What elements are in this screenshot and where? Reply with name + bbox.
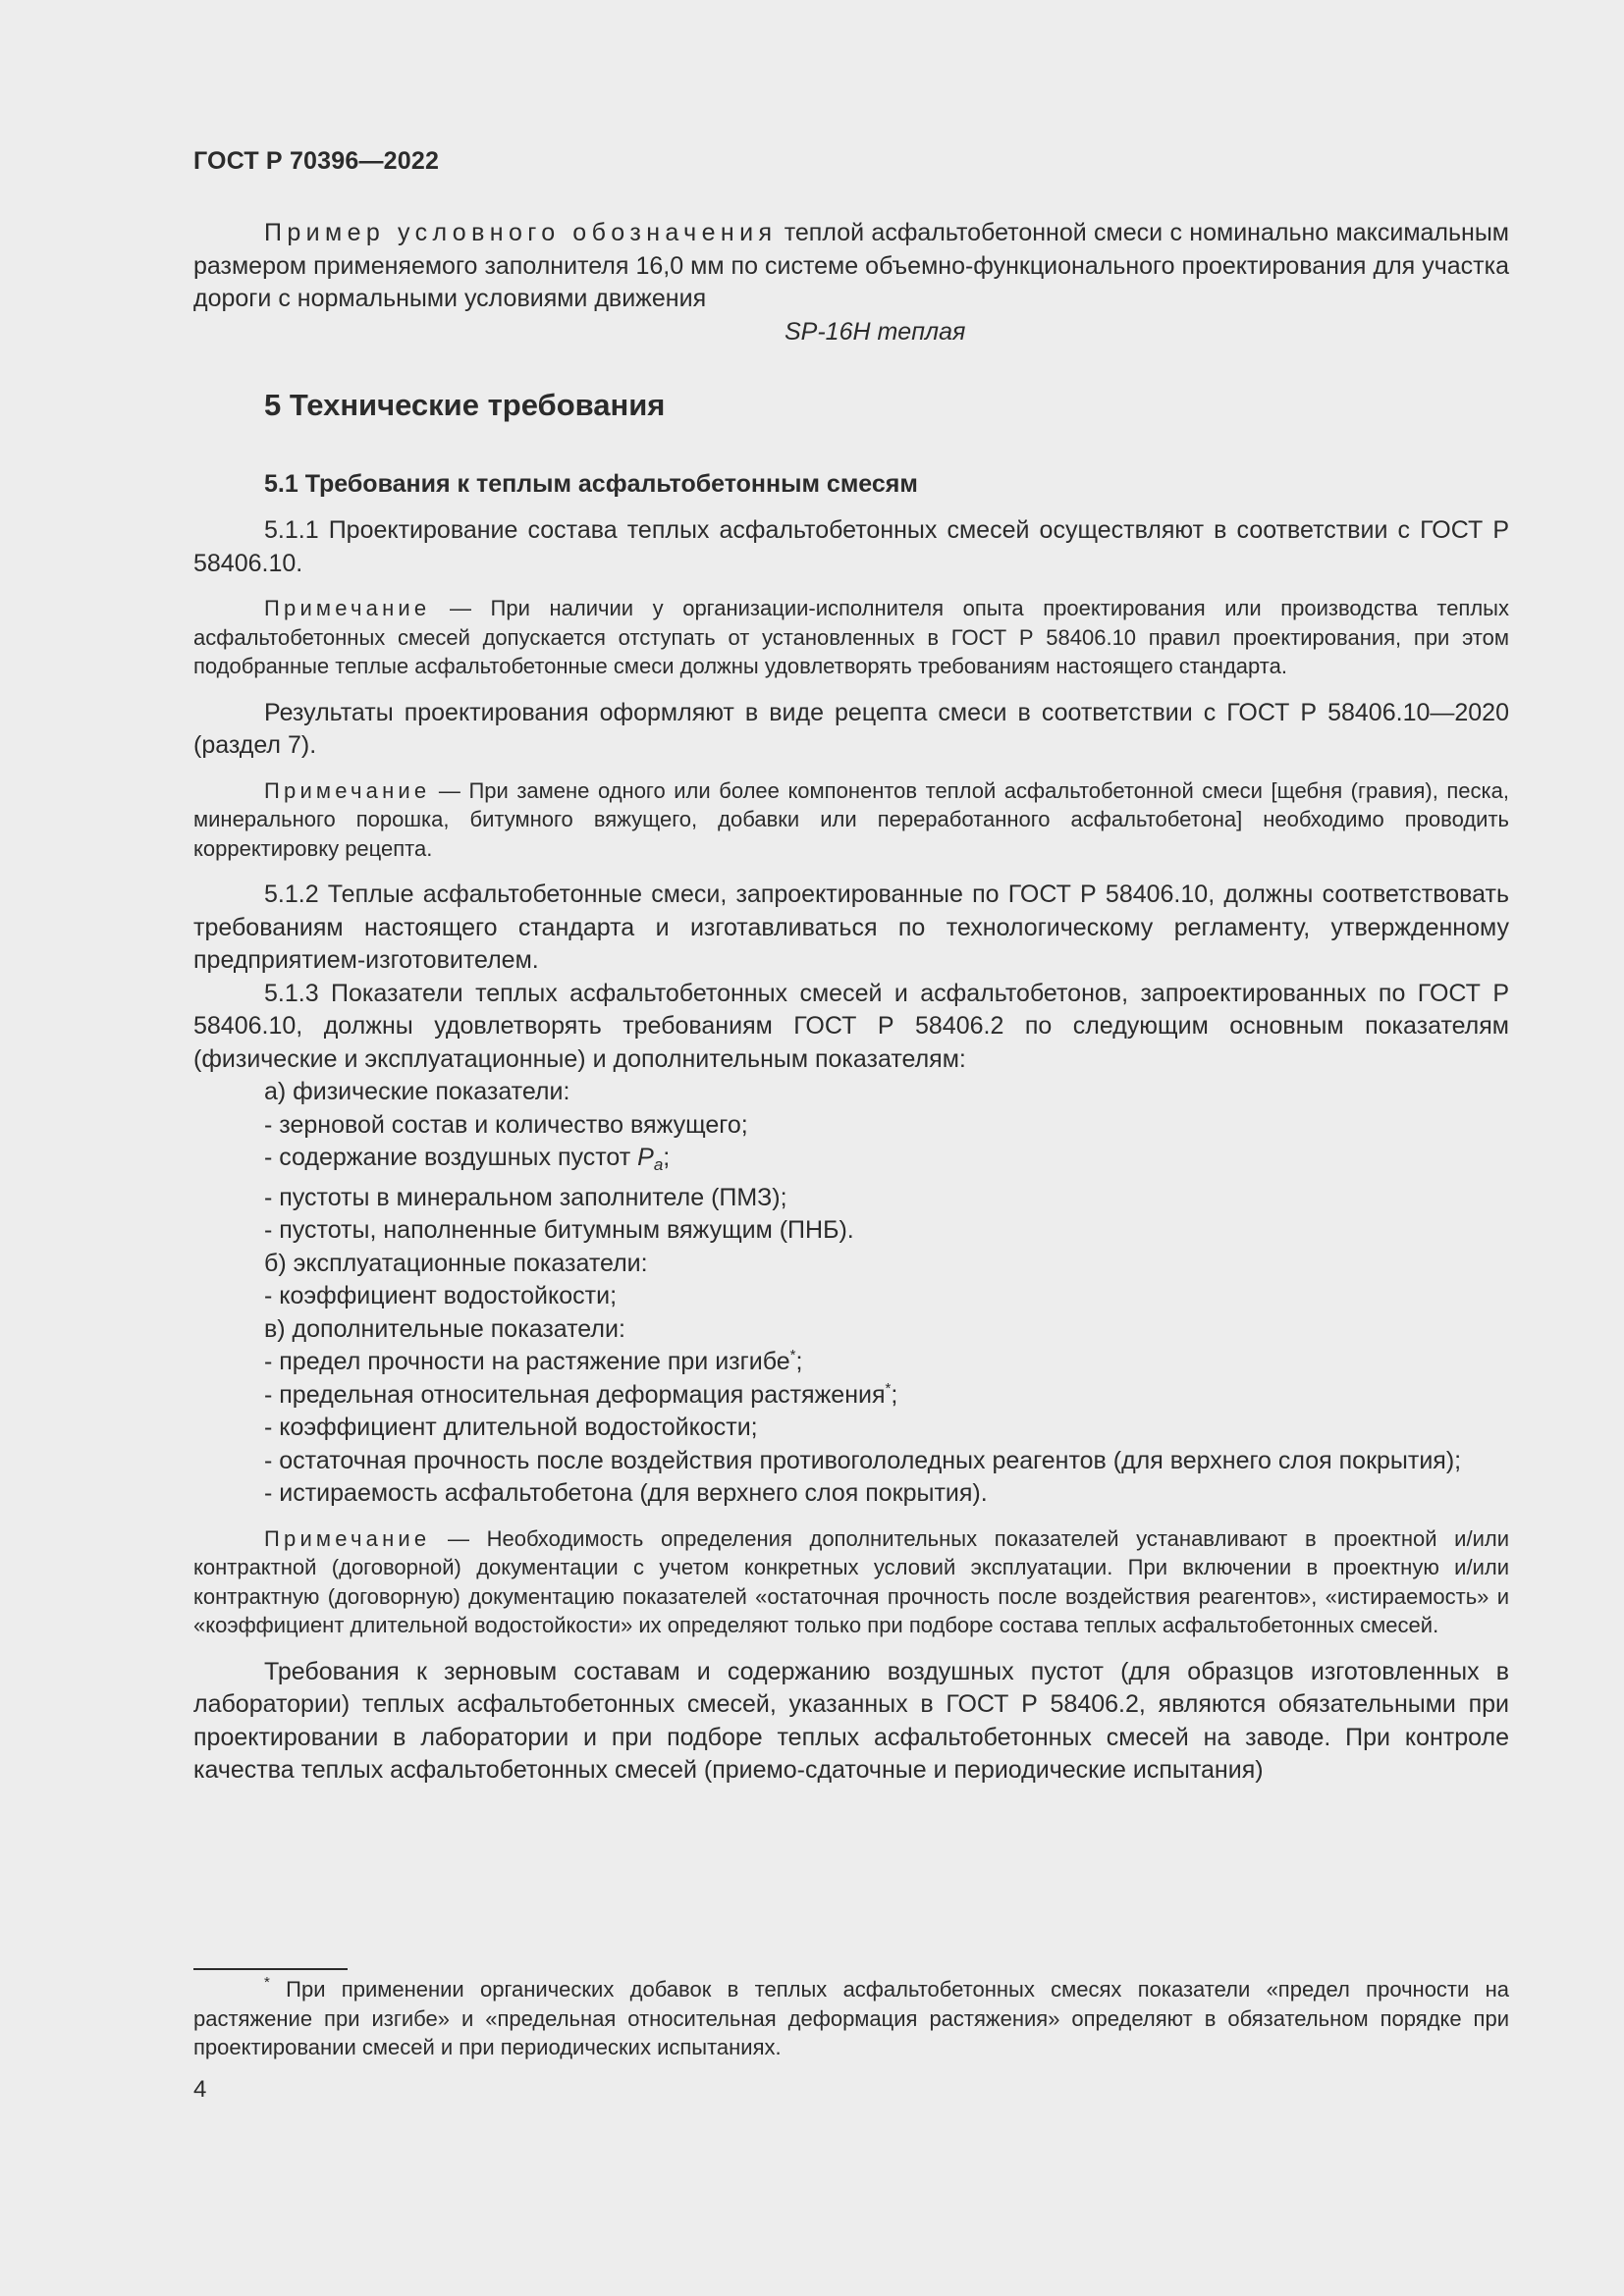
list-item-a: а) физические показатели: [264,1078,570,1105]
list-item-a3: - пустоты в минеральном заполнителе (ПМЗ); [264,1183,787,1211]
air-voids-symbol: P [637,1144,654,1171]
list-item-b: б) эксплуатационные показатели: [264,1249,648,1277]
list-item-c2-end: ; [891,1380,898,1409]
paragraph-final: Требования к зерновым составам и содержанию воздушных пустот (для образцов изготовленных в лаборатории) теплых асфальтобетонных смесей, указанных в ГОСТ Р 58406.2, являются обязательными при проектировании в лаборатории и при подборе теплых асфальтобетонных смесей на заводе. При контроле качества теплых асфальтобетонных смесей (приемо-сдаточные и периодические испытания) [193,1657,1509,1784]
footnote-ref-2: * [885,1379,892,1397]
document-header: ГОСТ Р 70396—2022 [193,147,440,175]
example-designation: SP-16H теплая [785,317,966,346]
list-item-c5: - истираемость асфальтобетона (для верхнего слоя покрытия). [264,1479,988,1507]
list-item-a1: - зерновой состав и количество вяжущего; [264,1110,748,1139]
footnote-text: При применении органических добавок в теплых асфальтобетонных смесях показатели «предел прочности на растяжение при изгибе» и «предельная относительная деформация растяжения» определяют в обязательном порядке при проектировании смесей и при периодических испытаниях. [193,1977,1509,2059]
list-item-a4: - пустоты, наполненные битумным вяжущим (ПНБ). [264,1216,854,1244]
list-item-c1-text: - предел прочности на растяжение при изгибе [264,1348,790,1375]
list-item-a2 [193,1142,1509,1182]
note-1 [193,594,1509,681]
list-item-c: в) дополнительные показатели: [264,1314,625,1343]
list-item-c3: - коэффициент длительной водостойкости; [264,1414,758,1441]
note-2-label: Примечание [264,777,431,803]
note-3-text: — Необходимость определения дополнительных показателей устанавливают в проектной и/или контрактной (договорной) документации с учетом конкретных условий эксплуатации. При включении в проектную и/или контрактную (договорную) документацию показателей «остаточная прочность после воздействия реагентов», «истираемость» и «коэффициент длительной водостойкости» их определяют только при подборе состава теплых асфальтобетонных смесей. [193,1525,1509,1637]
paragraph-5-1-3: 5.1.3 Показатели теплых асфальтобетонных смесей и асфальтобетонов, запроектированных по ГОСТ Р 58406.10, должны удовлетворять требованиям ГОСТ Р 58406.2 по следующим основным показателям (физические и эксплуатационные) и дополнительным показателям: [193,979,1509,1073]
paragraph-results: Результаты проектирования оформляют в виде рецепта смеси в соответствии с ГОСТ Р 58406.10—2020 (раздел 7). [193,698,1509,759]
subsection-title: 5.1 Требования к теплым асфальтобетонным смесям [264,470,918,498]
note-1-label: Примечание [264,596,431,620]
paragraph-5-1-2: 5.1.2 Теплые асфальтобетонные смеси, запроектированные по ГОСТ Р 58406.10, должны соответствовать требованиям настоящего стандарта и изготавливаться по технологическому регламенту, утвержденному предприятием-изготовителем. [193,881,1509,974]
page-content [193,147,1509,1788]
section-title: 5 Технические требования [264,388,666,422]
footnote-ref-1: * [789,1347,796,1363]
paragraph-5-1-1: 5.1.1 Проектирование состава теплых асфальтобетонных смесей осуществляют в соответствии с ГОСТ Р 58406.10. [193,516,1509,577]
note-2 [193,776,1509,864]
note-2-text: — При замене одного или более компонентов теплой асфальтобетонной смеси [щебня (гравия), песка, минерального порошка, битумного вяжущего, добавки или переработанного асфальтобетона] необходимо проводить корректировку рецепта. [193,777,1509,861]
footnote-divider [193,1968,348,1970]
list-item-b1: - коэффициент водостойкости; [264,1282,618,1309]
list-item-a2-text: - содержание воздушных пустот [264,1144,638,1171]
page-number: 4 [193,2076,207,2103]
footnote [193,1975,1509,2062]
list-item-c4: - остаточная прочность после воздействия противогололедных реагентов (для верхнего слоя покрытия); [264,1446,1462,1474]
note-3-label: Примечание [264,1525,431,1551]
list-item-c2-text: - предельная относительная деформация растяжения [264,1380,886,1409]
list-item-c2 [193,1379,1509,1413]
list-item-a2-end: ; [663,1144,671,1171]
note-1-text: — При наличии у организации-исполнителя опыта проектирования или производства теплых асфальтобетонных смесей допускается отступать от установленных в ГОСТ Р 58406.10 правил проектирования, при этом подобранные теплые асфальтобетонные смеси должны удовлетворять требованиям настоящего стандарта. [193,596,1509,678]
list-item-c1-end: ; [795,1348,803,1375]
example-paragraph [193,217,1509,316]
air-voids-subscript: a [653,1155,664,1174]
example-lead: Пример условного обозначения [264,219,778,246]
list-item-c1 [193,1346,1509,1379]
note-3 [193,1524,1509,1640]
footnote-mark: * [264,1974,270,1991]
example-text: теплой асфальтобетонной смеси с номинально максимальным размером применяемого заполнителя 16,0 мм по системе объемно-функционального проектирования для участка дороги с нормальными условиями движения [193,219,1509,312]
